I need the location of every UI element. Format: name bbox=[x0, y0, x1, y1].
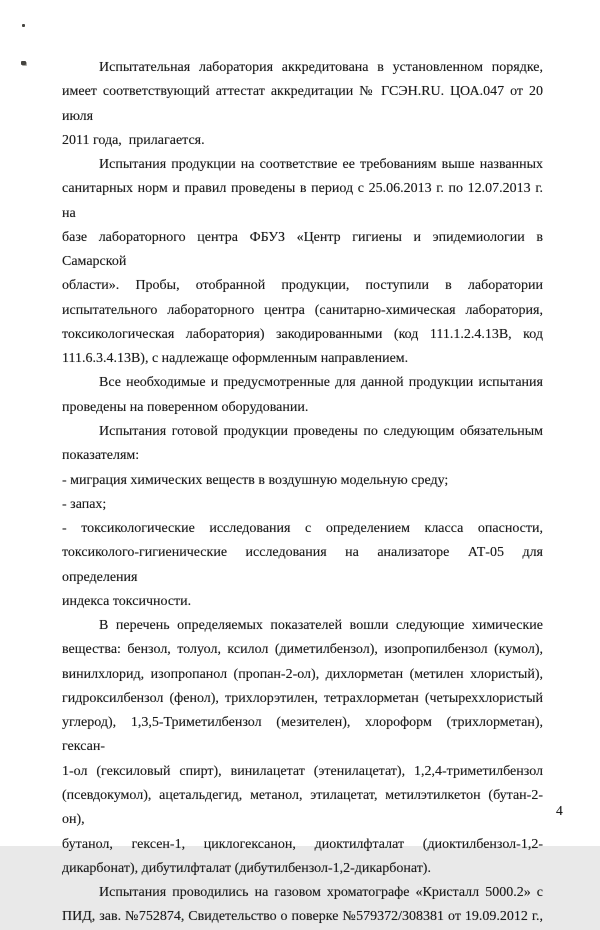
text-line: вещества: бензол, толуол, ксилол (диметилбензол), изопропилбензол (кумол), bbox=[62, 642, 543, 658]
text-line: токсиколого-гигиенические исследования на анализаторе АТ-05 для определения bbox=[62, 545, 543, 585]
paragraph bbox=[62, 371, 543, 420]
text-line: ПИД, зав. №752874, Свидетельство о поверке №579372/308381 от 19.09.2012 г., bbox=[62, 909, 543, 925]
text-line: имеет соответствующий аттестат аккредитации № ГСЭН.RU. ЦОА.047 от 20 июля bbox=[62, 84, 543, 124]
text-line: Испытания готовой продукции проведены по следующим обязательным bbox=[99, 423, 543, 439]
text-line: винилхлорид, изопропанол (пропан-2-ол), дихлорметан (метилен хлористый), bbox=[62, 666, 543, 682]
text-line: 111.6.3.4.13В), с надлежаще оформленным направлением. bbox=[62, 351, 409, 367]
text-line: углерод), 1,3,5-Триметилбензол (мезителен), хлороформ (трихлорметан), гексан- bbox=[62, 715, 543, 755]
text-line: Испытания продукции на соответствие ее требованиям выше названных bbox=[99, 157, 543, 173]
text-line: базе лабораторного центра ФБУЗ «Центр гигиены и эпидемиологии в Самарской bbox=[62, 229, 543, 270]
text-line: Все необходимые и предусмотренные для данной продукции испытания bbox=[99, 375, 543, 391]
text-line: - токсикологические исследования с определением класса опасности, bbox=[62, 521, 543, 537]
text-line: В перечень определяемых показателей вошли следующие химические bbox=[99, 618, 543, 634]
paragraph bbox=[62, 469, 543, 493]
text-line: проведены на поверенном оборудовании. bbox=[62, 399, 309, 415]
text-line: Испытания проводились на газовом хроматографе «Кристалл 5000.2» с bbox=[99, 885, 543, 901]
paragraph bbox=[62, 56, 543, 153]
scan-speck bbox=[22, 24, 25, 27]
paragraph bbox=[62, 881, 543, 930]
text-line: токсикологическая лаборатория) закодированными (код 111.1.2.4.13В, код bbox=[62, 326, 543, 342]
scan-speck bbox=[21, 61, 26, 65]
text-line: - миграция химических веществ в воздушную модельную среду; bbox=[62, 472, 449, 488]
paragraph bbox=[62, 614, 543, 881]
text-line: бутанол, гексен-1, циклогексанон, диоктилфталат (диоктилбензол-1,2- bbox=[62, 836, 543, 852]
text-line: показателям: bbox=[62, 448, 140, 464]
text-line: гидроксилбензол (фенол), трихлорэтилен, тетрахлорметан (четыреххлористый bbox=[62, 690, 543, 706]
paragraph bbox=[62, 517, 543, 614]
text-line: санитарных норм и правил проведены в период с 25.06.2013 г. по 12.07.2013 г. на bbox=[62, 181, 543, 221]
text-line: индекса токсичности. bbox=[62, 593, 192, 609]
text-line: области». Пробы, отобранной продукции, поступили в лаборатории bbox=[62, 278, 543, 294]
text-line: 1-ол (гексиловый спирт), винилацетат (этенилацетат), 1,2,4-триметилбензол bbox=[62, 763, 543, 779]
text-line: Испытательная лаборатория аккредитована в установленном порядке, bbox=[99, 60, 543, 75]
text-line: (псевдокумол), ацетальдегид, метанол, этилацетат, метилэтилкетон (бутан-2-он), bbox=[62, 787, 543, 828]
text-line: дикарбонат), дибутилфталат (дибутилбензол-1,2-дикарбонат). bbox=[62, 860, 431, 876]
text-line: - запах; bbox=[62, 496, 107, 512]
page-number: 4 bbox=[556, 803, 563, 818]
paragraph bbox=[62, 420, 543, 469]
paragraph bbox=[62, 493, 543, 517]
document-body bbox=[62, 56, 543, 930]
text-line: 2011 года, прилагается. bbox=[62, 132, 205, 148]
paragraph bbox=[62, 153, 543, 371]
text-line: испытательного лабораторного центра (санитарно-химическая лаборатория, bbox=[62, 302, 543, 318]
